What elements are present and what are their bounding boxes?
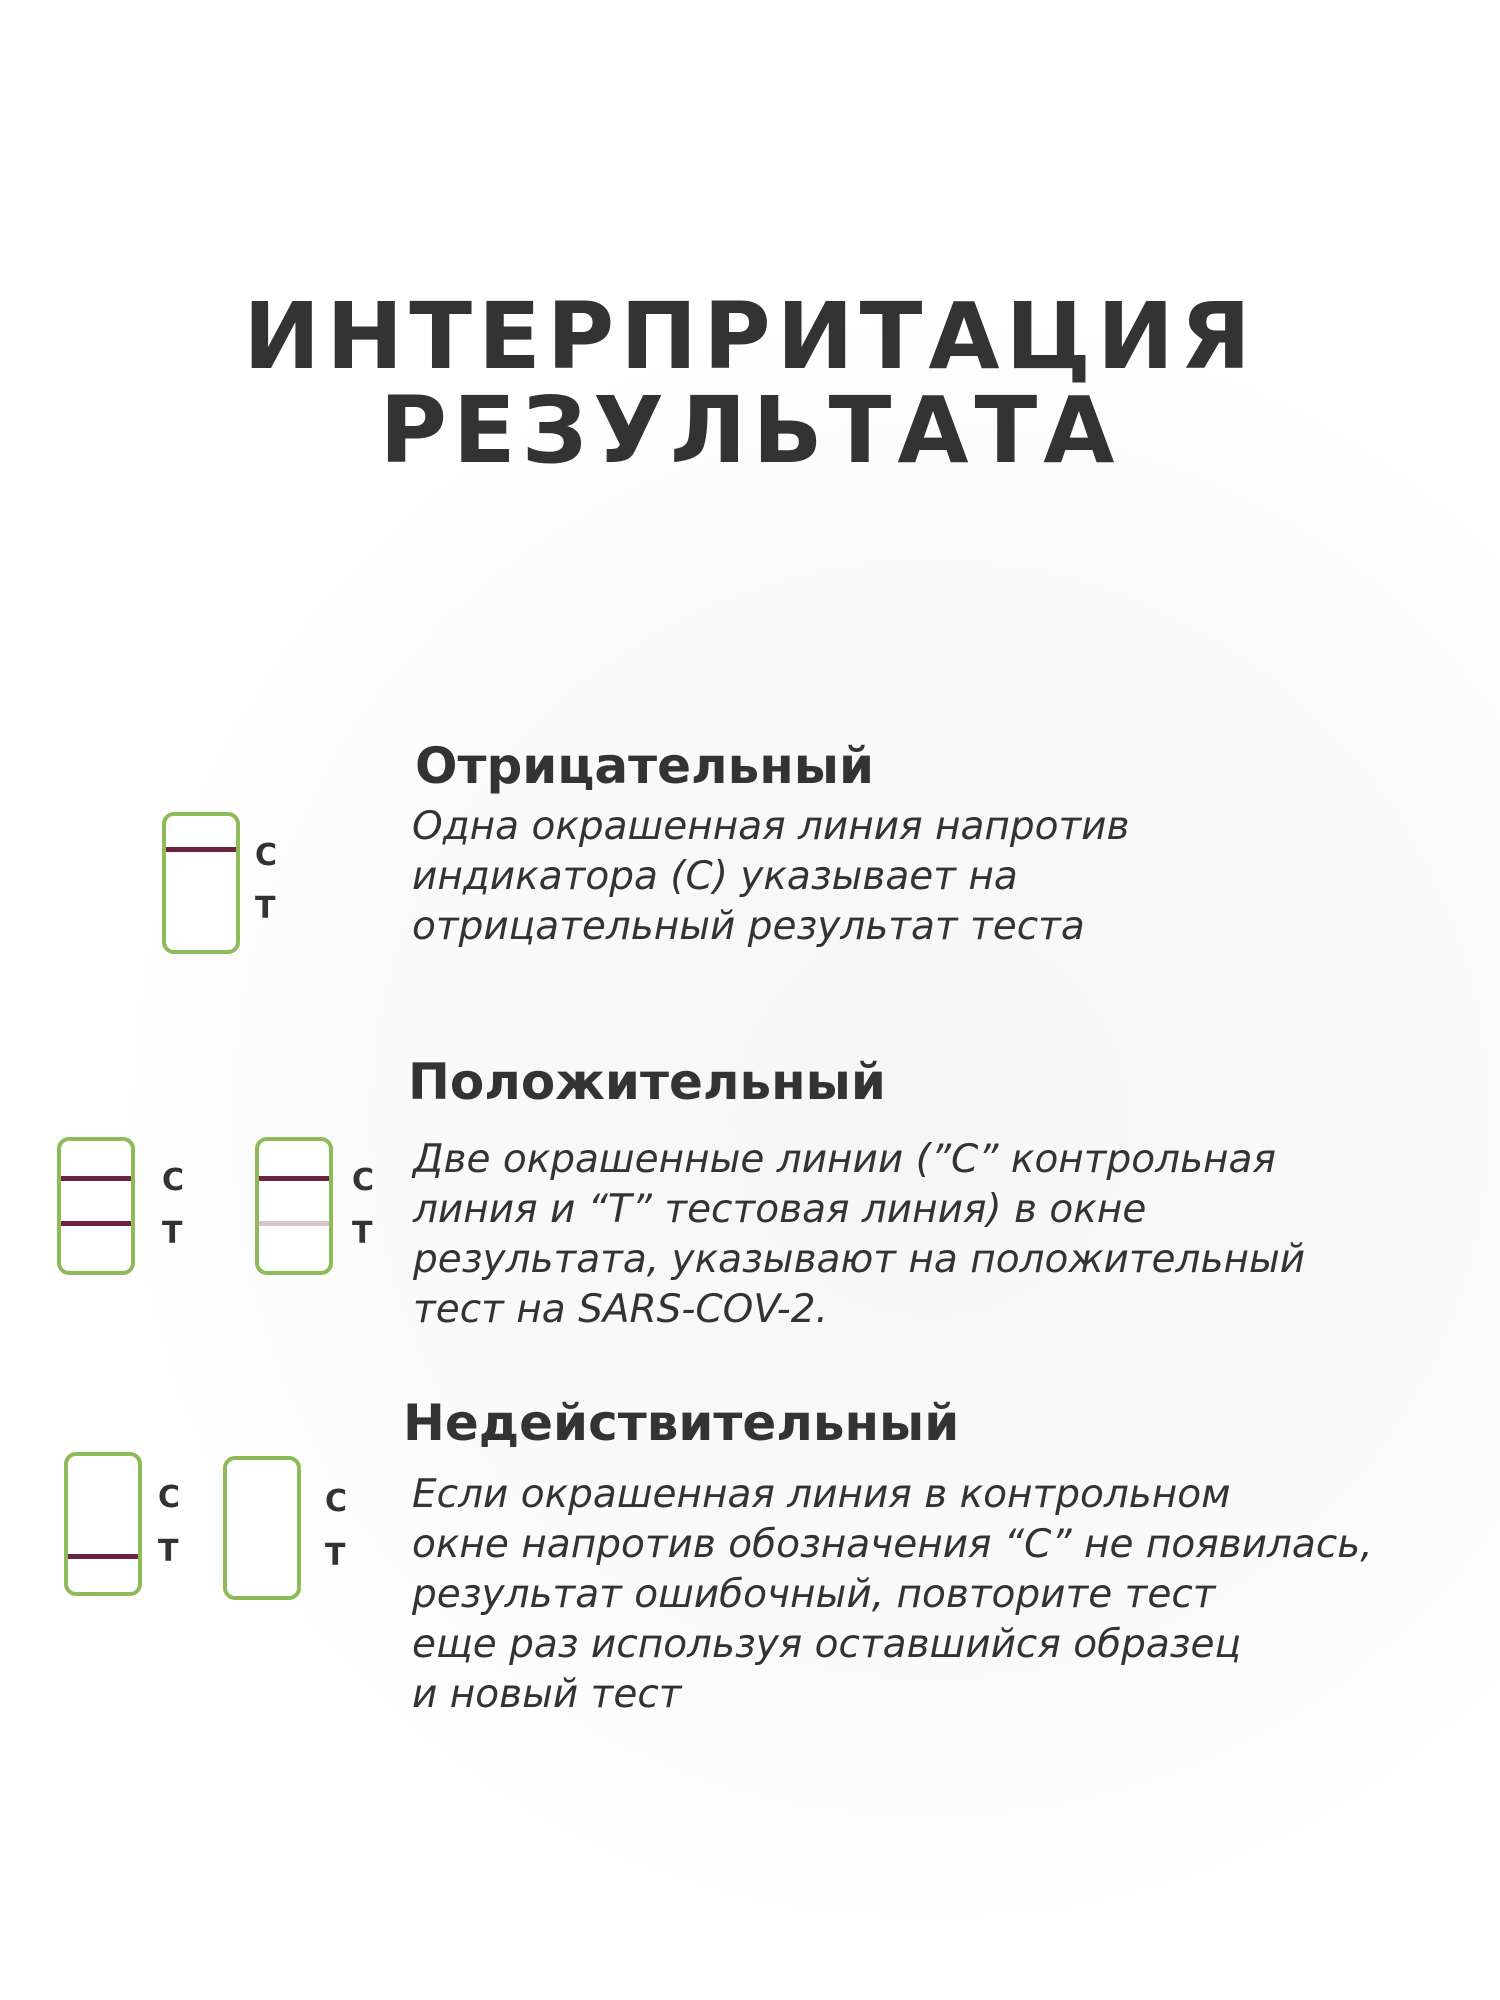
faint-test-line bbox=[259, 1221, 329, 1226]
invalid-description: Если окрашенная линия в контрольном окне напротив обозначения “С” не появилась, результат ошибочный, повторите тест еще раз используя оставшийся образец и новый тест bbox=[412, 1472, 1373, 1717]
negative-heading: Отрицательный bbox=[415, 737, 875, 795]
page-title bbox=[0, 283, 1500, 484]
positive-heading: Положительный bbox=[408, 1053, 886, 1111]
positive-description: Две окрашенные линии (”С” контрольная линия и “Т” тестовая линия) в окне результата, указывают на положительный тест на SARS-COV-2. bbox=[413, 1137, 1306, 1332]
t-label: T bbox=[352, 1216, 373, 1251]
t-label: T bbox=[162, 1216, 183, 1251]
invalid-heading: Недействительный bbox=[403, 1394, 960, 1452]
title-line-2: РЕЗУЛЬТАТА bbox=[379, 377, 1121, 484]
c-label: C bbox=[352, 1163, 375, 1198]
t-label: T bbox=[158, 1534, 179, 1569]
t-label: T bbox=[255, 891, 276, 926]
title-line-1: ИНТЕРПРИТАЦИЯ bbox=[243, 283, 1257, 390]
invalid-test-strip-blank bbox=[223, 1456, 301, 1600]
control-line bbox=[259, 1176, 329, 1181]
c-label: C bbox=[162, 1163, 185, 1198]
c-label: C bbox=[255, 838, 278, 873]
negative-description: Одна окрашенная линия напротив индикатора (С) указывает на отрицательный результат теста bbox=[412, 804, 1130, 949]
negative-test-strip bbox=[162, 812, 240, 954]
test-line bbox=[68, 1554, 138, 1559]
positive-test-strip-strong bbox=[57, 1137, 135, 1275]
c-label: C bbox=[158, 1480, 181, 1515]
positive-test-strip-faint bbox=[255, 1137, 333, 1275]
control-line bbox=[166, 847, 236, 852]
t-label: T bbox=[325, 1538, 346, 1573]
test-line bbox=[61, 1221, 131, 1226]
invalid-test-strip-test-only bbox=[64, 1452, 142, 1596]
c-label: C bbox=[325, 1484, 348, 1519]
control-line bbox=[61, 1176, 131, 1181]
